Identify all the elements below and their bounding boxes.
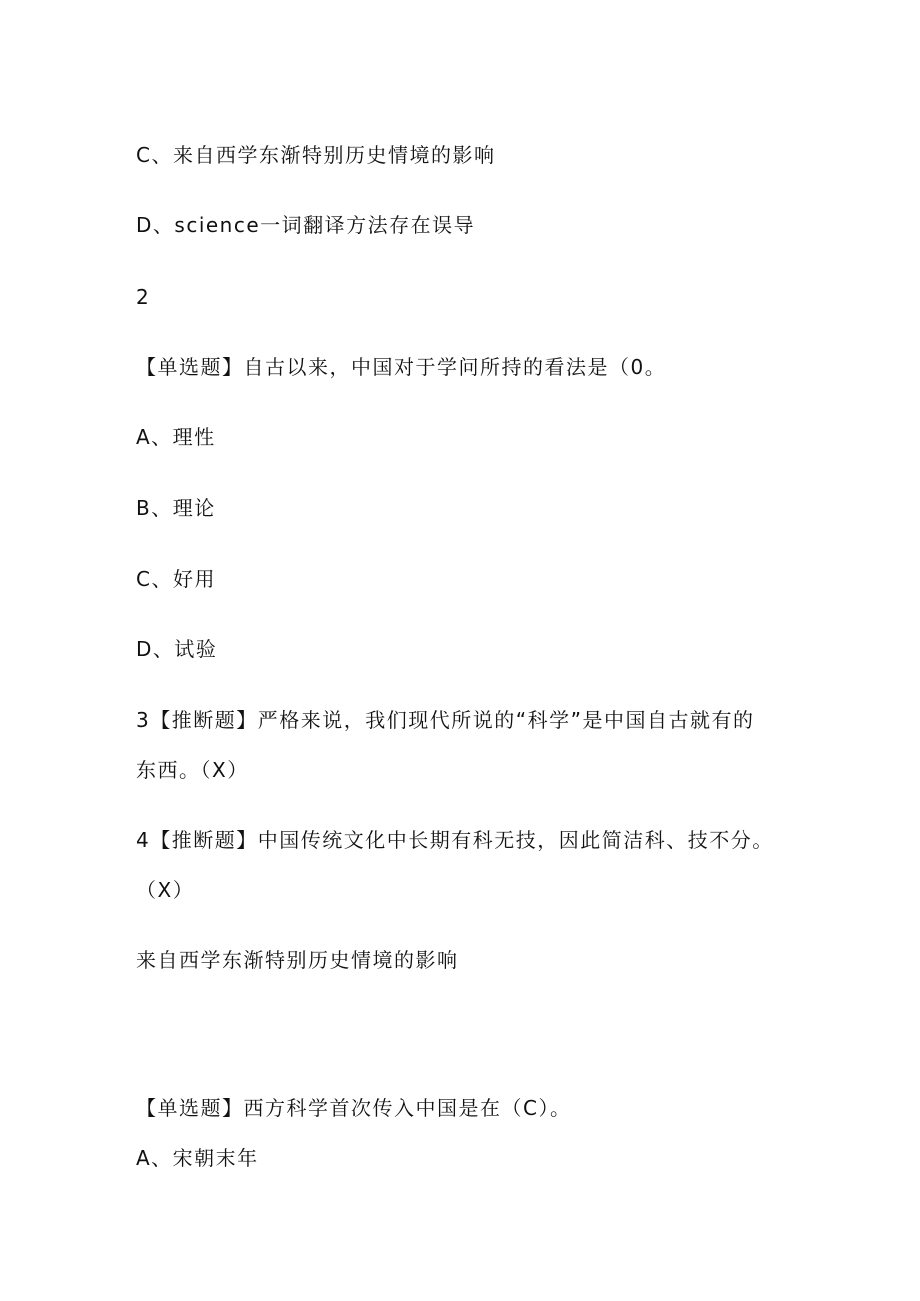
q1-option-c: C、来自西学东渐特别历史情境的影响 [136, 143, 496, 167]
q2-option-c: C、好用 [136, 567, 216, 591]
q2-stem: 【单选题】自古以来，中国对于学问所持的看法是（0。 [136, 355, 667, 379]
q5-stem: 【单选题】西方科学首次传入中国是在（C）。 [136, 1096, 572, 1120]
answer-text: 来自西学东渐特别历史情境的影响 [136, 948, 459, 972]
q3-line-1: 3【推断题】严格来说，我们现代所说的“科学”是中国自古就有的 [136, 708, 755, 732]
q2-option-a: A、理性 [136, 425, 216, 449]
q4-line-2: （X） [136, 878, 195, 902]
q4-line-1: 4【推断题】中国传统文化中长期有科无技，因此简洁科、技不分。 [136, 828, 774, 852]
q2-number: 2 [136, 285, 151, 309]
q3-line-2: 东西。（X） [136, 758, 249, 782]
q1-option-d: D、science一词翻译方法存在误导 [136, 213, 476, 237]
q5-option-a: A、宋朝末年 [136, 1146, 259, 1170]
q2-option-b: B、理论 [136, 496, 216, 520]
q2-option-d: D、试验 [136, 637, 218, 661]
